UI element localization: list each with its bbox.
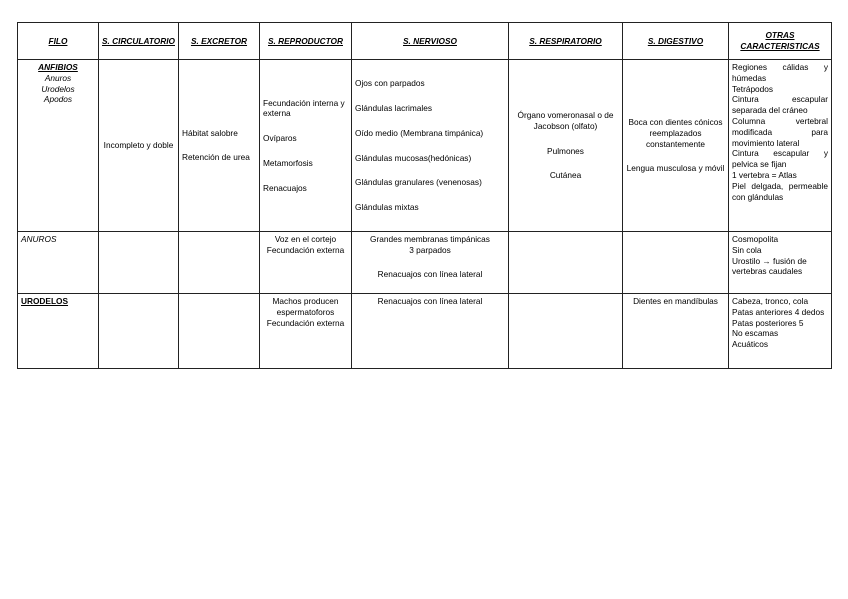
anuros-otras-item: Urostilo → fusión de vertebras caudales: [732, 255, 807, 277]
anfibios-digestivo-item: Lengua musculosa y móvil: [626, 163, 725, 174]
anfibios-sub: Anuros: [44, 72, 72, 83]
anuros-nervioso-item: Renacuajos con línea lateral: [377, 268, 483, 279]
urodelos-reproductor-item: Machos producen espermatoforos: [272, 296, 339, 317]
urodelos-otras-item: Patas posteriores 5: [732, 317, 804, 328]
urodelos-excretor-cell: [179, 294, 260, 369]
anfibios-digestivo-item: Boca con dientes cónicos reemplazados constantemente: [628, 116, 723, 149]
header-otras: OTRAS CARACTERISTICAS: [729, 23, 832, 60]
anfibios-nervioso-item: Glándulas mixtas: [355, 202, 419, 213]
anuros-title: ANUROS: [21, 234, 57, 244]
urodelos-reproductor-item: Fecundación externa: [266, 317, 345, 328]
urodelos-filo-cell: [18, 294, 99, 369]
anfibios-title: ANFIBIOS: [38, 62, 78, 72]
anfibios-excretor-item: Retención de urea: [182, 152, 250, 162]
anfibios-otras-item: Cintura escapular y pelvica se fijan: [732, 148, 828, 170]
anfibios-otras-item: Columna vertebral modificada para movimiento lateral: [732, 115, 828, 148]
table-row-anuros: [18, 232, 832, 294]
anuros-reproductor-cell: [260, 232, 352, 294]
urodelos-otras-cell: [729, 294, 832, 369]
anfibios-sub: Urodelos: [41, 83, 75, 94]
urodelos-circulatorio-cell: [99, 294, 179, 369]
urodelos-otras-item: No escamas: [732, 328, 779, 339]
header-excretor: S. EXCRETOR: [179, 23, 260, 60]
anuros-otras-item: Cosmopolita: [732, 234, 779, 244]
anfibios-nervioso-item: Glándulas granulares (venenosas): [355, 177, 482, 188]
anfibios-otras-item: Piel delgada, permeable con glándulas: [732, 180, 828, 202]
header-respiratorio: S. RESPIRATORIO: [509, 23, 623, 60]
anuros-reproductor-item: Fecundación externa: [266, 244, 345, 255]
anuros-reproductor-item: Voz en el cortejo: [274, 234, 337, 244]
anuros-otras-cell: [729, 232, 832, 294]
anuros-digestivo-cell: [623, 232, 729, 294]
anuros-nervioso-cell: [352, 232, 509, 294]
anuros-respiratorio-cell: [509, 232, 623, 294]
anfibios-filo-cell: [18, 60, 99, 232]
anuros-nervioso-item: 3 parpados: [409, 244, 451, 255]
urodelos-nervioso-cell: [352, 294, 509, 369]
anfibios-reproductor-item: Fecundación interna y externa: [263, 97, 345, 119]
anfibios-excretor-item: Hábitat salobre: [182, 128, 238, 139]
urodelos-reproductor-cell: [260, 294, 352, 369]
anfibios-sub: Apodos: [43, 94, 73, 105]
header-digestivo: S. DIGESTIVO: [623, 23, 729, 60]
anfibios-nervioso-cell: [352, 60, 509, 232]
anfibios-reproductor-item: Metamorfosis: [263, 157, 313, 168]
anfibios-nervioso-item: Glándulas mucosas(hedónicas): [355, 152, 472, 163]
table-row-urodelos: [18, 294, 832, 369]
anfibios-reproductor-item: Ovíparos: [263, 133, 297, 144]
header-reproductor: S. REPRODUCTOR: [260, 23, 352, 60]
anuros-filo-cell: [18, 232, 99, 294]
anfibios-otras-cell: [729, 60, 832, 232]
anfibios-otras-item: Tetrápodos: [732, 83, 774, 94]
urodelos-otras-item: Acuáticos: [732, 339, 768, 350]
urodelos-nervioso-item: Renacuajos con línea lateral: [377, 296, 483, 306]
anfibios-excretor-cell: [179, 60, 260, 232]
anuros-circulatorio-cell: [99, 232, 179, 294]
urodelos-otras-item: Patas anteriores 4 dedos: [732, 306, 825, 317]
urodelos-otras-item: Cabeza, tronco, cola: [732, 296, 809, 306]
anfibios-otras-item: 1 vertebra = Atlas: [732, 169, 797, 180]
header-circulatorio: S. CIRCULATORIO: [99, 23, 179, 60]
header-nervioso: S. NERVIOSO: [352, 23, 509, 60]
anfibios-respiratorio-item: Cutánea: [549, 170, 582, 181]
urodelos-title: URODELOS: [21, 296, 69, 306]
anfibios-digestivo-cell: [623, 60, 729, 232]
anfibios-reproductor-item: Renacuajos: [263, 182, 307, 193]
header-filo: FILO: [18, 23, 99, 60]
anfibios-respiratorio-item: Órgano vomeronasal o de Jacobson (olfato): [517, 109, 614, 131]
anfibios-otras-item: Cintura escapular separada del cráneo: [732, 94, 828, 116]
anfibios-respiratorio-cell: [509, 60, 623, 232]
anfibios-nervioso-item: Ojos con parpados: [355, 78, 425, 89]
urodelos-respiratorio-cell: [509, 294, 623, 369]
anfibios-otras-item: Regiones cálidas y húmedas: [732, 62, 828, 83]
anfibios-respiratorio-item: Pulmones: [547, 145, 584, 156]
anuros-otras-item: Sin cola: [732, 244, 762, 255]
table-row-anfibios: [18, 60, 832, 232]
anfibios-circulatorio-cell: [99, 60, 179, 232]
anfibios-nervioso-item: Oído medio (Membrana timpánica): [355, 127, 484, 138]
urodelos-digestivo-cell: [623, 294, 729, 369]
urodelos-digestivo-item: Dientes en mandíbulas: [633, 296, 718, 306]
anfibios-circulatorio: Incompleto y doble: [103, 140, 174, 151]
anuros-nervioso-item: Grandes membranas timpánicas: [370, 234, 490, 244]
anuros-excretor-cell: [179, 232, 260, 294]
anfibios-nervioso-item: Glándulas lacrimales: [355, 102, 433, 113]
anfibios-reproductor-cell: [260, 60, 352, 232]
header-row: [18, 23, 832, 60]
characteristics-table: [17, 22, 832, 369]
